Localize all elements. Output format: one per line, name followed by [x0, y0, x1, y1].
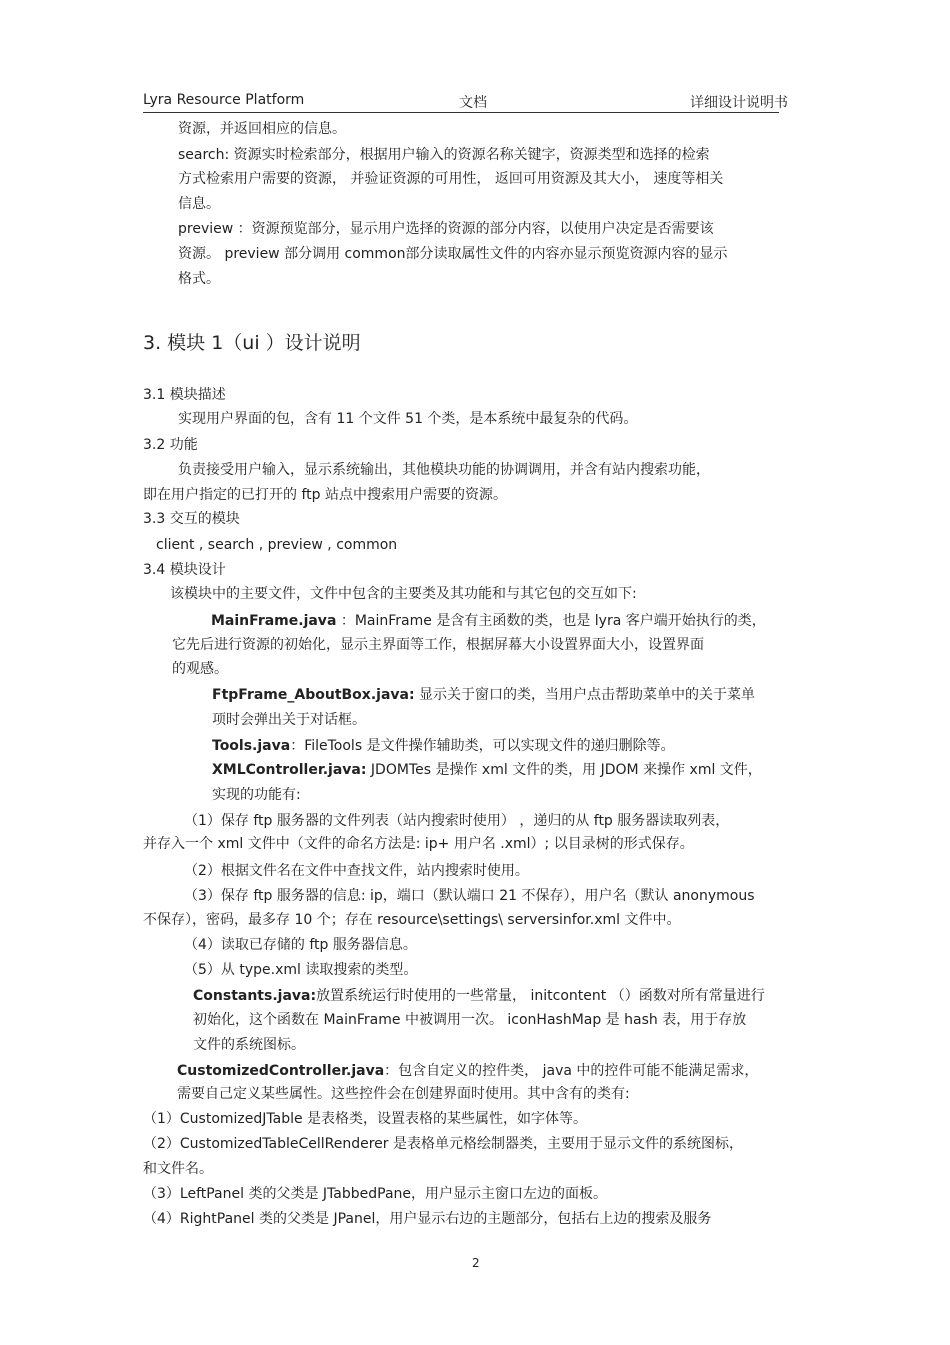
file-description: JDOMTes 是操作 xml 文件的类，用 JDOM 来操作 xml 文件，	[366, 762, 762, 778]
text-line: （1）CustomizedJTable 是表格类，设置表格的某些属性，如字体等。	[143, 1111, 588, 1127]
header-rule	[143, 112, 779, 113]
text-line: （5）从 type.xml 读取搜索的类型。	[184, 962, 418, 978]
text-line: 它先后进行资源的初始化，显示主界面等工作，根据屏幕大小设置界面大小，设置界面	[172, 637, 704, 653]
text-line: 不保存），密码，最多存 10 个；存在 resource\settings\ serversinfor.xml 文件中。	[143, 912, 681, 928]
text-line	[212, 737, 675, 755]
file-name: CustomizedController.java	[177, 1063, 385, 1079]
text-line: client , search , preview , common	[156, 537, 398, 553]
text-line: （2）根据文件名在文件中查找文件，站内搜索时使用。	[184, 863, 529, 879]
header-right: 详细设计说明书	[690, 95, 788, 111]
file-description: 放置系统运行时使用的一些常量， initcontent （）函数对所有常量进行	[316, 988, 765, 1004]
text-line: 实现用户界面的包，含有 11 个文件 51 个类，是本系统中最复杂的代码。	[178, 411, 638, 427]
file-name: XMLController.java:	[212, 762, 367, 778]
file-description: ：FileTools 是文件操作辅助类，可以实现文件的递归删除等。	[290, 738, 675, 754]
text-line: 需要自己定义某些属性。这些控件会在创建界面时使用。其中含有的类有:	[177, 1086, 630, 1102]
text-line: 即在用户指定的已打开的 ftp 站点中搜索用户需要的资源。	[143, 487, 507, 503]
subsection-heading: 3.4 模块设计	[143, 562, 226, 578]
text-line	[212, 761, 762, 779]
text-line: （3）LeftPanel 类的父类是 JTabbedPane，用户显示主窗口左边的面板。	[143, 1186, 608, 1202]
header-center: 文档	[459, 95, 487, 111]
text-line: 该模块中的主要文件，文件中包含的主要类及其功能和与其它包的交互如下:	[170, 586, 637, 602]
text-line: （1）保存 ftp 服务器的文件列表（站内搜索时使用） ，递归的从 ftp 服务器读取列表，	[184, 813, 730, 829]
text-line: 负责接受用户输入，显示系统输出，其他模块功能的协调调用，并含有站内搜索功能，	[178, 462, 710, 478]
text-line: （2）CustomizedTableCellRenderer 是表格单元格绘制器类，主要用于显示文件的系统图标，	[143, 1136, 744, 1152]
file-name: FtpFrame_AboutBox.java:	[212, 687, 415, 703]
text-line: 格式。	[178, 271, 220, 287]
text-line: 和文件名。	[143, 1161, 213, 1177]
text-line: search: 资源实时检索部分，根据用户输入的资源名称关键字，资源类型和选择的检索	[178, 147, 710, 163]
header-left: Lyra Resource Platform	[143, 92, 305, 108]
text-line: 的观感。	[172, 661, 228, 677]
text-line: 实现的功能有:	[212, 787, 301, 803]
subsection-heading: 3.1 模块描述	[143, 387, 226, 403]
text-line: preview ：资源预览部分，显示用户选择的资源的部分内容，以使用户决定是否需要该	[178, 221, 714, 237]
file-name: Constants.java:	[193, 988, 317, 1004]
text-line: （3）保存 ftp 服务器的信息: ip，端口（默认端口 21 不保存），用户名（默认 anonymous	[184, 888, 755, 904]
subsection-heading: 3.2 功能	[143, 437, 198, 453]
section-heading: 3. 模块 1（ui ）设计说明	[143, 332, 361, 354]
file-description: ：包含自定义的控件类， java 中的控件可能不能满足需求，	[384, 1063, 759, 1079]
text-line: （4）读取已存储的 ftp 服务器信息。	[184, 937, 417, 953]
text-line: 资源。 preview 部分调用 common部分读取属性文件的内容亦显示预览资源内容的显示	[178, 246, 728, 262]
file-name: MainFrame.java	[211, 613, 337, 629]
text-line: 并存入一个 xml 文件中（文件的命名方法是: ip+ 用户名 .xml）; 以目录树的形式保存。	[143, 836, 694, 852]
file-description: ：MainFrame 是含有主函数的类，也是 lyra 客户端开始执行的类，	[336, 613, 766, 629]
text-line: （4）RightPanel 类的父类是 JPanel，用户显示右边的主题部分，包括右上边的搜索及服务	[143, 1211, 712, 1227]
text-line: 方式检索用户需要的资源， 并验证资源的可用性， 返回可用资源及其大小， 速度等相关	[178, 171, 724, 187]
file-description: 显示关于窗口的类，当用户点击帮助菜单中的关于菜单	[414, 687, 756, 703]
text-line	[177, 1062, 758, 1080]
text-line	[212, 686, 755, 704]
text-line: 项时会弹出关于对话框。	[212, 712, 366, 728]
text-line: 信息。	[178, 196, 220, 212]
page-number: 2	[472, 1256, 480, 1270]
text-line: 文件的系统图标。	[193, 1037, 305, 1053]
text-line: 初始化，这个函数在 MainFrame 中被调用一次。 iconHashMap 是 hash 表，用于存放	[193, 1012, 747, 1028]
text-line	[193, 987, 765, 1005]
text-line: 资源，并返回相应的信息。	[178, 121, 346, 137]
file-name: Tools.java	[212, 738, 291, 754]
text-line	[211, 612, 766, 630]
subsection-heading: 3.3 交互的模块	[143, 511, 240, 527]
